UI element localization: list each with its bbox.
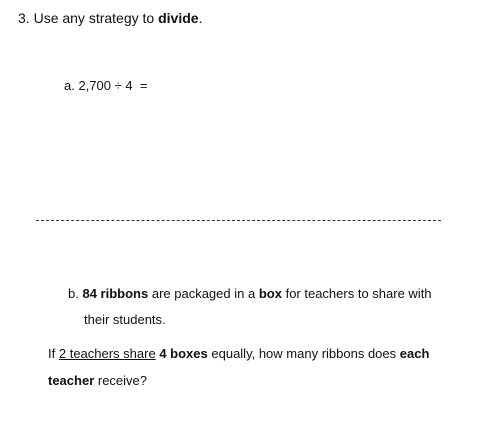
question-period: . — [198, 10, 203, 26]
question-verb: divide — [158, 10, 199, 26]
question-prompt: Use any strategy to — [33, 10, 155, 26]
question-number: 3. — [18, 10, 30, 26]
ribbons-count: 84 ribbons — [82, 286, 149, 301]
part-b-line-1 — [68, 286, 432, 302]
boxes-count: 4 boxes — [159, 346, 208, 361]
question-text: equally, how many ribbons does — [211, 346, 397, 361]
part-b-question-line-1 — [48, 346, 429, 362]
question-if: If — [48, 346, 56, 361]
receive-text: receive? — [97, 373, 148, 388]
part-a-label: a. — [64, 78, 75, 93]
part-b-line-2: their students. — [84, 312, 166, 327]
part-a-problem — [64, 78, 147, 94]
teachers-share: 2 teachers share — [58, 346, 156, 361]
part-a-expression: 2,700 ÷ 4 — [78, 78, 133, 93]
question-title — [18, 10, 202, 26]
each-word: each — [399, 346, 430, 361]
box-word: box — [258, 286, 282, 301]
part-b-question-line-2 — [48, 373, 147, 389]
part-b-text-1: are packaged in a — [151, 286, 256, 301]
part-a-equals: = — [139, 78, 148, 93]
part-b-label: b. — [68, 286, 79, 301]
teacher-word: teacher — [48, 373, 95, 388]
dashed-divider — [36, 220, 441, 221]
part-b-text-2: for teachers to share with — [285, 286, 432, 301]
